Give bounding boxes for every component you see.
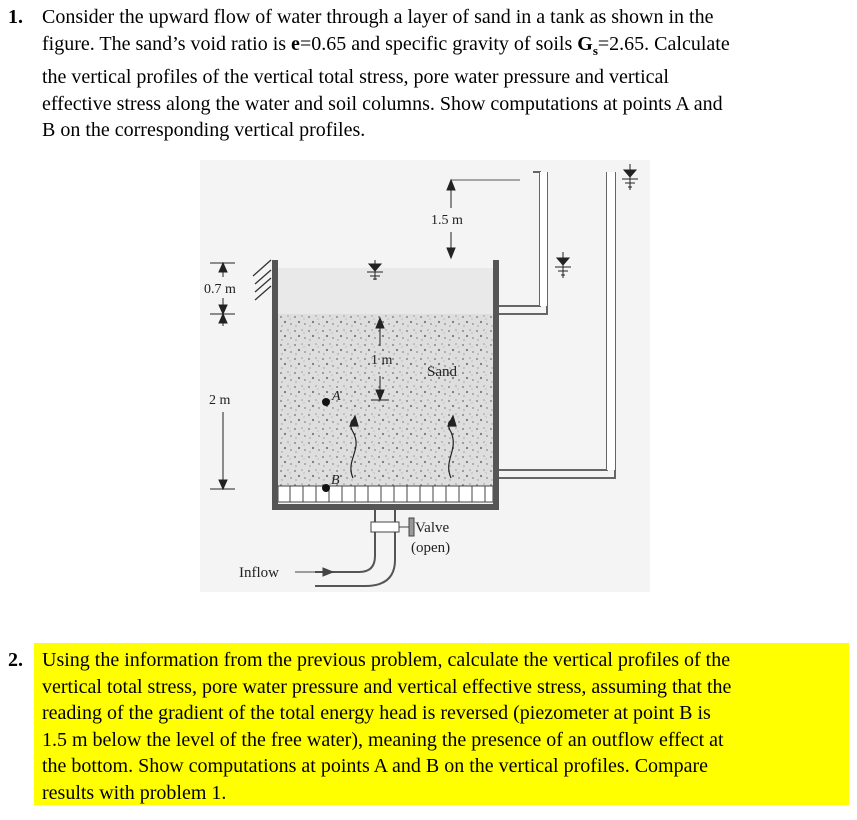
problem-2 xyxy=(0,643,849,805)
label-2m: 2 m xyxy=(209,393,231,408)
label-valve-state: (open) xyxy=(411,540,451,556)
label-1-5m: 1.5 m xyxy=(431,213,463,228)
problem-1-line: B on the corresponding vertical profiles. xyxy=(42,119,366,141)
point-b xyxy=(322,484,330,492)
water-layer xyxy=(278,268,493,314)
problem-2-text xyxy=(42,647,842,806)
tank-diagram xyxy=(195,160,650,592)
specific-gravity-symbol: $G_s$ xyxy=(577,32,598,58)
void-ratio-value: =0.65 and specific gravity of soils xyxy=(299,32,578,55)
label-point-b: B xyxy=(331,473,340,488)
point-a xyxy=(322,398,330,406)
problem-1-text xyxy=(42,4,848,144)
problem-1-line: the vertical profiles of the vertical total stress, pore water pressure and vertical xyxy=(42,66,669,88)
problem-2-line: the bottom. Show computations at points A and B on the vertical profiles. Compare xyxy=(42,755,709,777)
label-valve: Valve xyxy=(415,520,450,536)
problem-2-line: reading of the gradient of the total energy head is reversed (piezometer at point B is xyxy=(42,702,711,724)
piezometer-inner xyxy=(607,172,615,470)
problem-1-line-2a: figure. The sand’s void ratio is xyxy=(42,32,292,55)
problem-1-line xyxy=(42,31,848,65)
porous-plate xyxy=(278,486,493,502)
problem-1-line: Consider the upward flow of water through a layer of sand in a tank as shown in the xyxy=(42,6,714,28)
void-ratio-symbol: e xyxy=(291,32,300,55)
problem-2-line: 1.5 m below the level of the free water), meaning the presence of an outflow effect at xyxy=(42,728,724,751)
label-sand: Sand xyxy=(427,364,457,380)
label-0-7m: 0.7 m xyxy=(204,282,236,297)
problem-2-line: Using the information from the previous problem, calculate the vertical profiles of the xyxy=(42,649,731,671)
label-point-a: A xyxy=(332,389,341,404)
problem-2-number: 2. xyxy=(8,649,23,671)
tank-figure xyxy=(195,160,650,592)
problem-1 xyxy=(8,4,848,139)
label-1m: 1 m xyxy=(371,353,393,368)
problem-1-line: effective stress along the water and soil columns. Show computations at points A and xyxy=(42,92,723,115)
tank-wall-right xyxy=(493,260,499,510)
overflow-pipe-inner xyxy=(540,172,547,306)
specific-gravity-value: =2.65. Calculate xyxy=(597,32,730,55)
problem-1-number: 1. xyxy=(8,6,23,28)
tank-wall-left xyxy=(272,260,278,510)
problem-2-line: results with problem 1. xyxy=(42,781,227,804)
problem-2-line: vertical total stress, pore water pressure and vertical effective stress, assuming that the xyxy=(42,675,732,698)
tank-bottom xyxy=(272,504,499,510)
label-inflow: Inflow xyxy=(239,565,279,581)
